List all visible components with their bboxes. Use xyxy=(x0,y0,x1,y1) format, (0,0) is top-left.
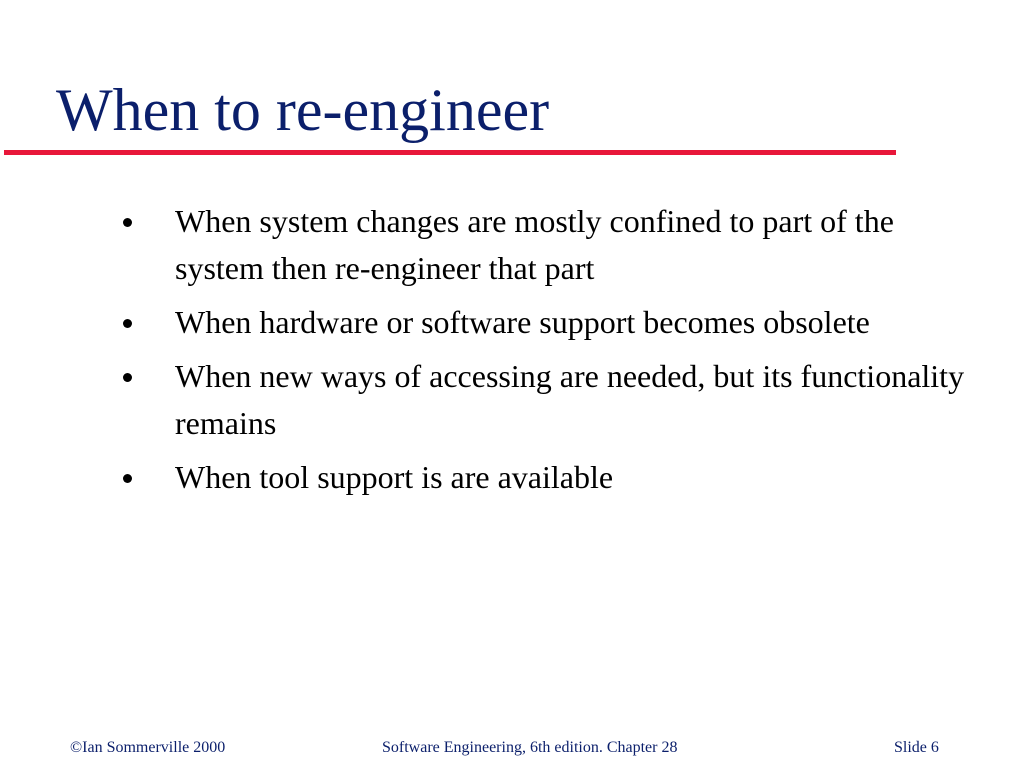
bullet-item xyxy=(120,454,970,501)
footer-book-title: Software Engineering, 6th edition. Chapter 28 xyxy=(382,739,678,756)
bullet-item xyxy=(120,353,970,447)
bullet-dot-icon xyxy=(123,218,132,227)
bullet-list xyxy=(120,198,970,508)
bullet-text: When hardware or software support becomes obsolete xyxy=(175,304,870,340)
footer-copyright: ©Ian Sommerville 2000 xyxy=(70,739,226,756)
bullet-item xyxy=(120,198,970,292)
bullet-dot-icon xyxy=(123,474,132,483)
bullet-text: When system changes are mostly confined to part of the system then re-engineer that part xyxy=(175,203,894,286)
bullet-text: When new ways of accessing are needed, but its functionality remains xyxy=(175,358,965,441)
bullet-text: When tool support is are available xyxy=(175,459,614,495)
slide-title: When to re-engineer xyxy=(56,77,550,143)
bullet-dot-icon xyxy=(123,373,132,382)
title-divider xyxy=(4,150,896,155)
bullet-dot-icon xyxy=(123,319,132,328)
footer-slide-number: Slide 6 xyxy=(894,739,939,756)
bullet-item xyxy=(120,299,970,346)
